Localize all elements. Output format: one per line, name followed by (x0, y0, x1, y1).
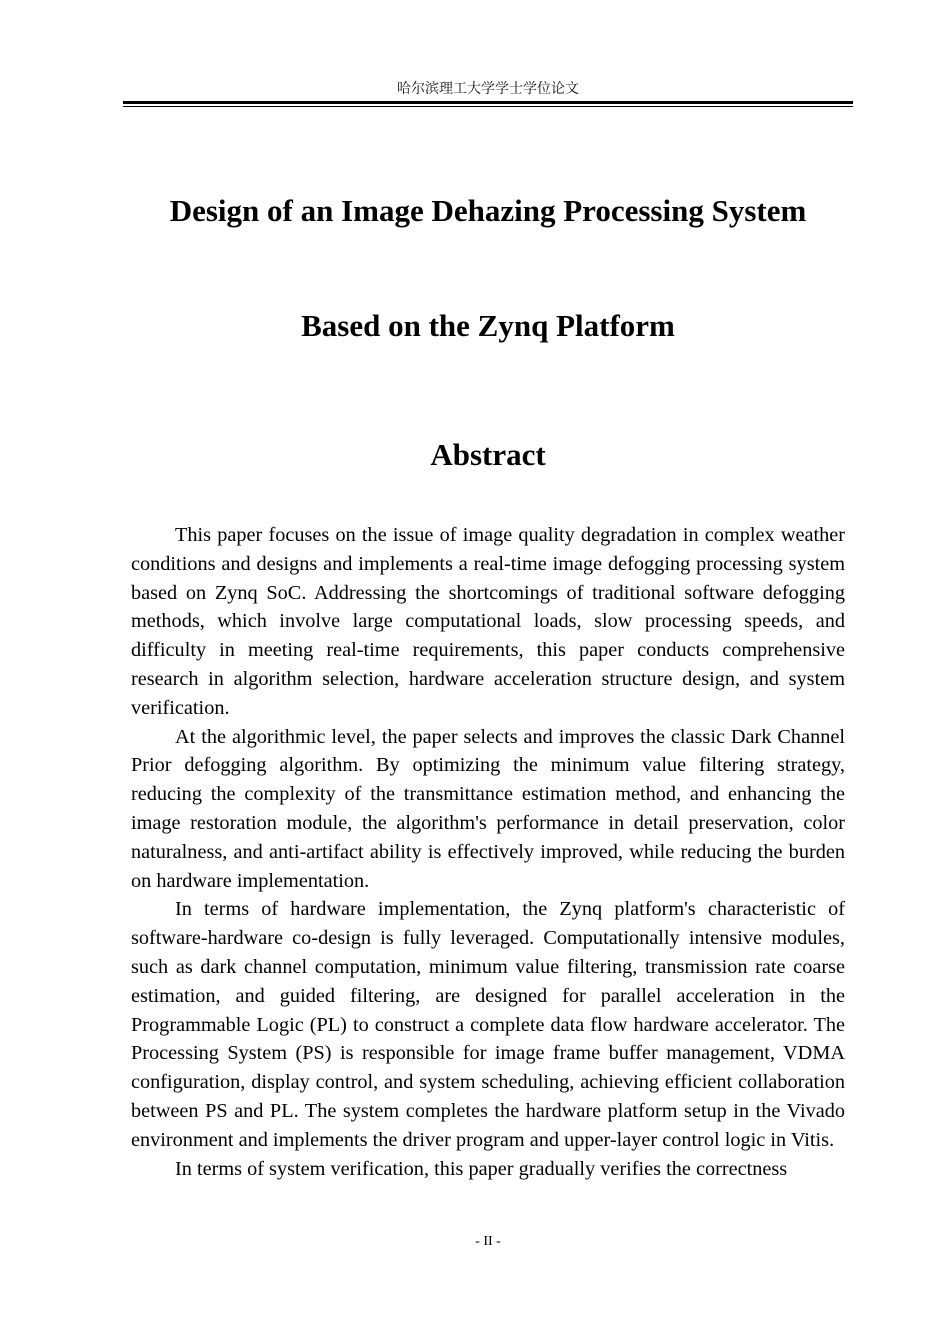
abstract-body (131, 521, 845, 1183)
header-rule-thin (123, 106, 853, 107)
abstract-paragraph-3: In terms of hardware implementation, the Zynq platform's characteristic of software-hardware co-design is fully leveraged. Computationally intensive modules, such as dark channel computation, minimum value filtering, transmission rate coarse estimation, and guided filtering, are designed for parallel acceleration in the Programmable Logic (PL) to construct a complete data flow hardware accelerator. The Processing System (PS) is responsible for image frame buffer management, VDMA configuration, display control, and system scheduling, achieving efficient collaboration between PS and PL. The system completes the hardware platform setup in the Vivado environment and implements the driver program and upper-layer control logic in Vitis. (131, 898, 845, 1151)
running-header: 哈尔滨理工大学学士学位论文 (397, 81, 579, 97)
paper-title-line-2: Based on the Zynq Platform (301, 308, 675, 343)
page-number: - II - (475, 1234, 501, 1249)
abstract-paragraph-1: This paper focuses on the issue of image quality degradation in complex weather conditions and designs and implements a real-time image defogging processing system based on Zynq SoC. Addressing the shortcomings of traditional software defogging methods, which involve large computational loads, slow processing speeds, and difficulty in meeting real-time requirements, this paper conducts comprehensive research in algorithm selection, hardware acceleration structure design, and system verification. (131, 524, 845, 719)
paper-title-line-1: Design of an Image Dehazing Processing System (169, 193, 807, 228)
abstract-heading: Abstract (430, 437, 546, 472)
abstract-paragraph-2: At the algorithmic level, the paper selects and improves the classic Dark Channel Prior defogging algorithm. By optimizing the minimum value filtering strategy, reducing the complexity of the transmittance estimation method, and enhancing the image restoration module, the algorithm's performance in detail preservation, color naturalness, and anti-artifact ability is effectively improved, while reducing the burden on hardware implementation. (131, 725, 845, 892)
abstract-paragraph-4: In terms of system verification, this paper gradually verifies the correctness (175, 1157, 788, 1180)
header-rule-thick (123, 101, 853, 104)
